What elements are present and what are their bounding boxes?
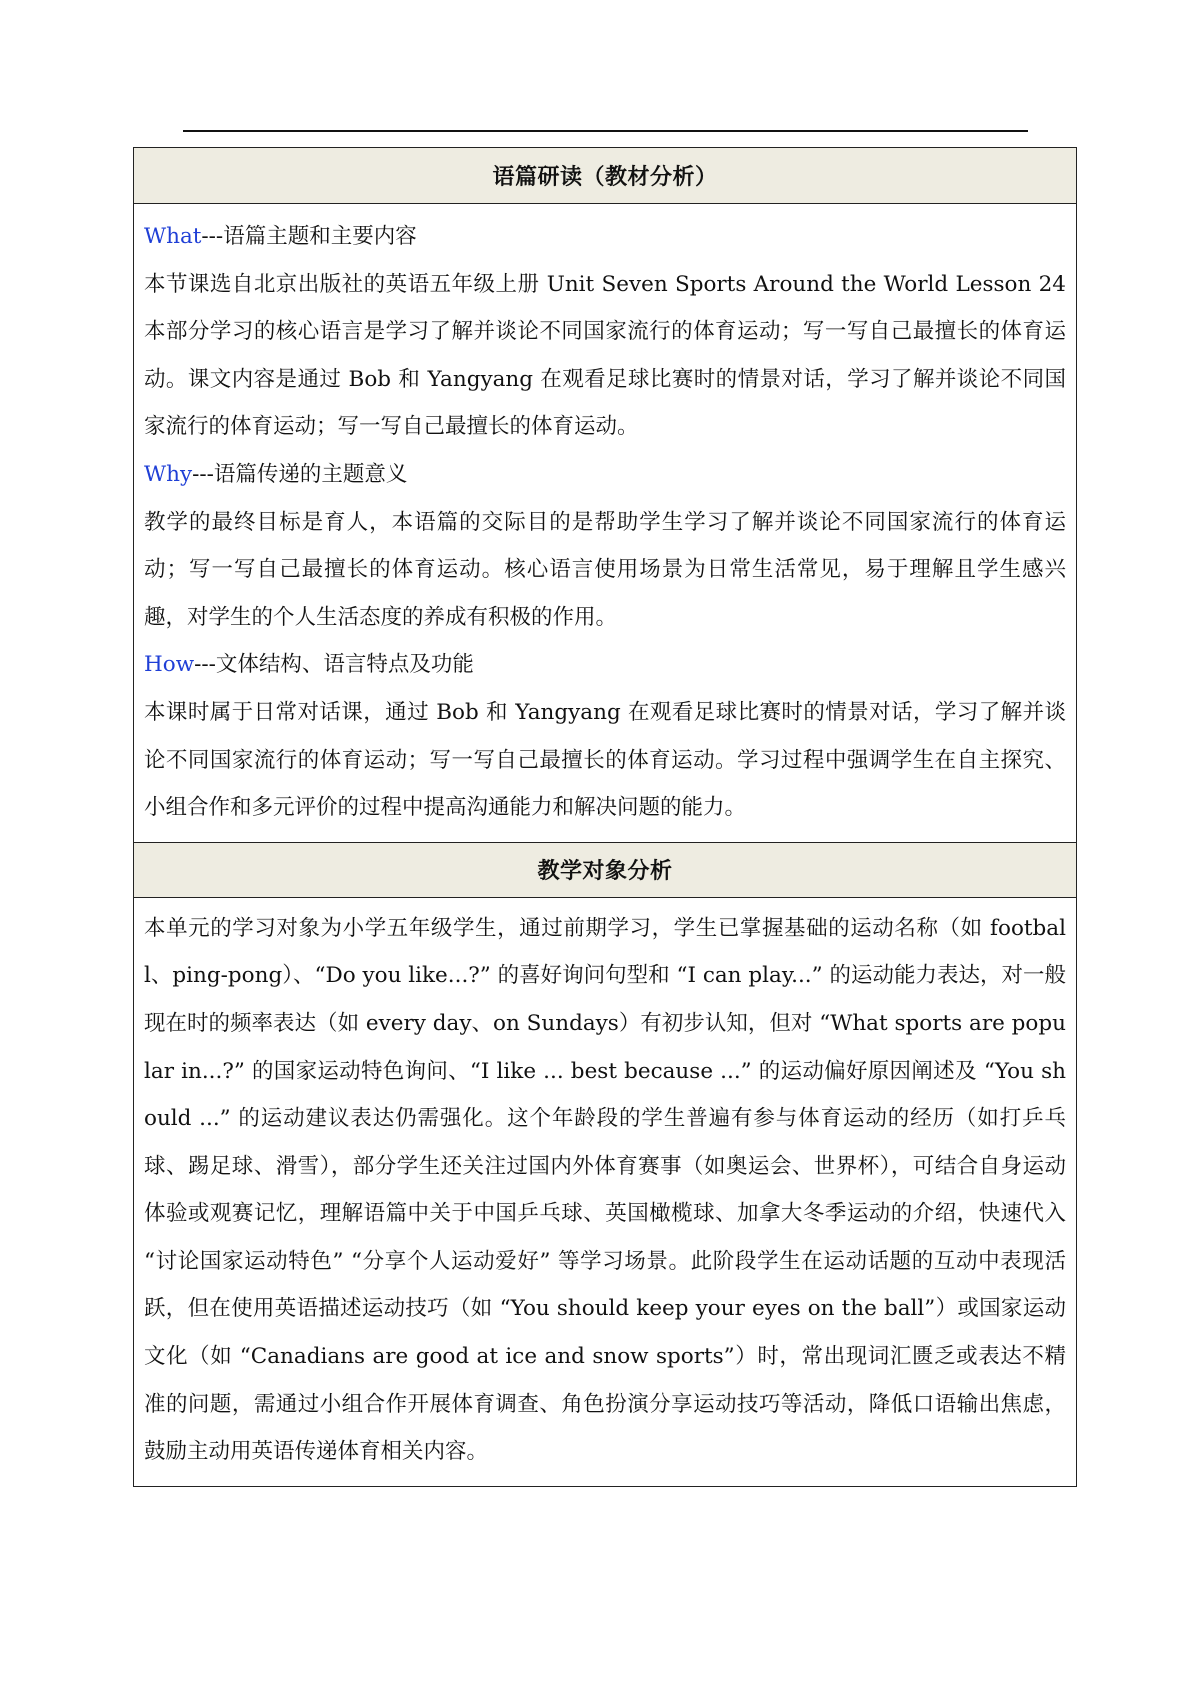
why-heading: [144, 451, 1066, 499]
top-rule: [183, 130, 1028, 132]
what-paragraph: 本节课选自北京出版社的英语五年级上册 Unit Seven Sports Around the World Lesson 24 本部分学习的核心语言是学习了解并谈论不同国家流行的体育运动；写一写自己最擅长的体育运动。课文内容是通过 Bob 和 Yangyang 在观看足球比赛时的情景对话，学习了解并谈论不同国家流行的体育运动；写一写自己最擅长的体育运动。: [144, 271, 1066, 440]
student-analysis-body: [134, 898, 1076, 1486]
text-analysis-body: [134, 204, 1076, 842]
what-heading-text: ---语篇主题和主要内容: [201, 224, 417, 249]
section-title: 教学对象分析: [537, 858, 673, 885]
why-paragraph: 教学的最终目标是育人，本语篇的交际目的是帮助学生学习了解并谈论不同国家流行的体育运动；写一写自己最擅长的体育运动。核心语言使用场景为日常生活常见，易于理解且学生感兴趣，对学生的个人生活态度的养成有积极的作用。: [144, 509, 1066, 630]
section-title-student-analysis: [134, 842, 1076, 898]
section-title: 语篇研读（教材分析）: [492, 164, 718, 190]
section-title-text-analysis: [134, 148, 1076, 204]
how-keyword: How: [144, 652, 195, 678]
what-keyword: What: [144, 224, 202, 249]
analysis-table: [133, 147, 1077, 1487]
what-heading: [144, 213, 1066, 261]
how-heading: [144, 641, 1066, 689]
student-analysis-paragraph: 本单元的学习对象为小学五年级学生，通过前期学习，学生已掌握基础的运动名称（如 football、ping-pong）、“Do you like...?” 的喜好询问句型和 “I can play...” 的运动能力表达，对一般现在时的频率表达（如 every day、on Sundays）有初步认知，但对 “What sports are popular in...?” 的国家运动特色询问、“I like ... best because ...” 的运动偏好原因阐述及 “You should ...” 的运动建议表达仍需强化。这个年龄段的学生普遍有参与体育运动的经历（如打乒乓球、踢足球、滑雪），部分学生还关注过国内外体育赛事（如奥运会、世界杯），可结合自身运动体验或观赛记忆，理解语篇中关于中国乒乓球、英国橄榄球、加拿大冬季运动的介绍，快速代入 “讨论国家运动特色” “分享个人运动爱好” 等学习场景。此阶段学生在运动话题的互动中表现活跃，但在使用英语描述运动技巧（如 “You should keep your eyes on the ball”）或国家运动文化（如 “Canadians are good at ice and snow sports”）时，常出现词汇匮乏或表达不精准的问题，需通过小组合作开展体育调查、角色扮演分享运动技巧等活动，降低口语输出焦虑，鼓励主动用英语传递体育相关内容。: [144, 915, 1066, 1465]
why-keyword: Why: [144, 461, 193, 487]
how-heading-text: ---文体结构、语言特点及功能: [194, 652, 474, 678]
how-paragraph: 本课时属于日常对话课，通过 Bob 和 Yangyang 在观看足球比赛时的情景对话，学习了解并谈论不同国家流行的体育运动；写一写自己最擅长的体育运动。学习过程中强调学生在自主探究、小组合作和多元评价的过程中提高沟通能力和解决问题的能力。: [144, 699, 1066, 821]
why-heading-text: ---语篇传递的主题意义: [192, 461, 408, 487]
